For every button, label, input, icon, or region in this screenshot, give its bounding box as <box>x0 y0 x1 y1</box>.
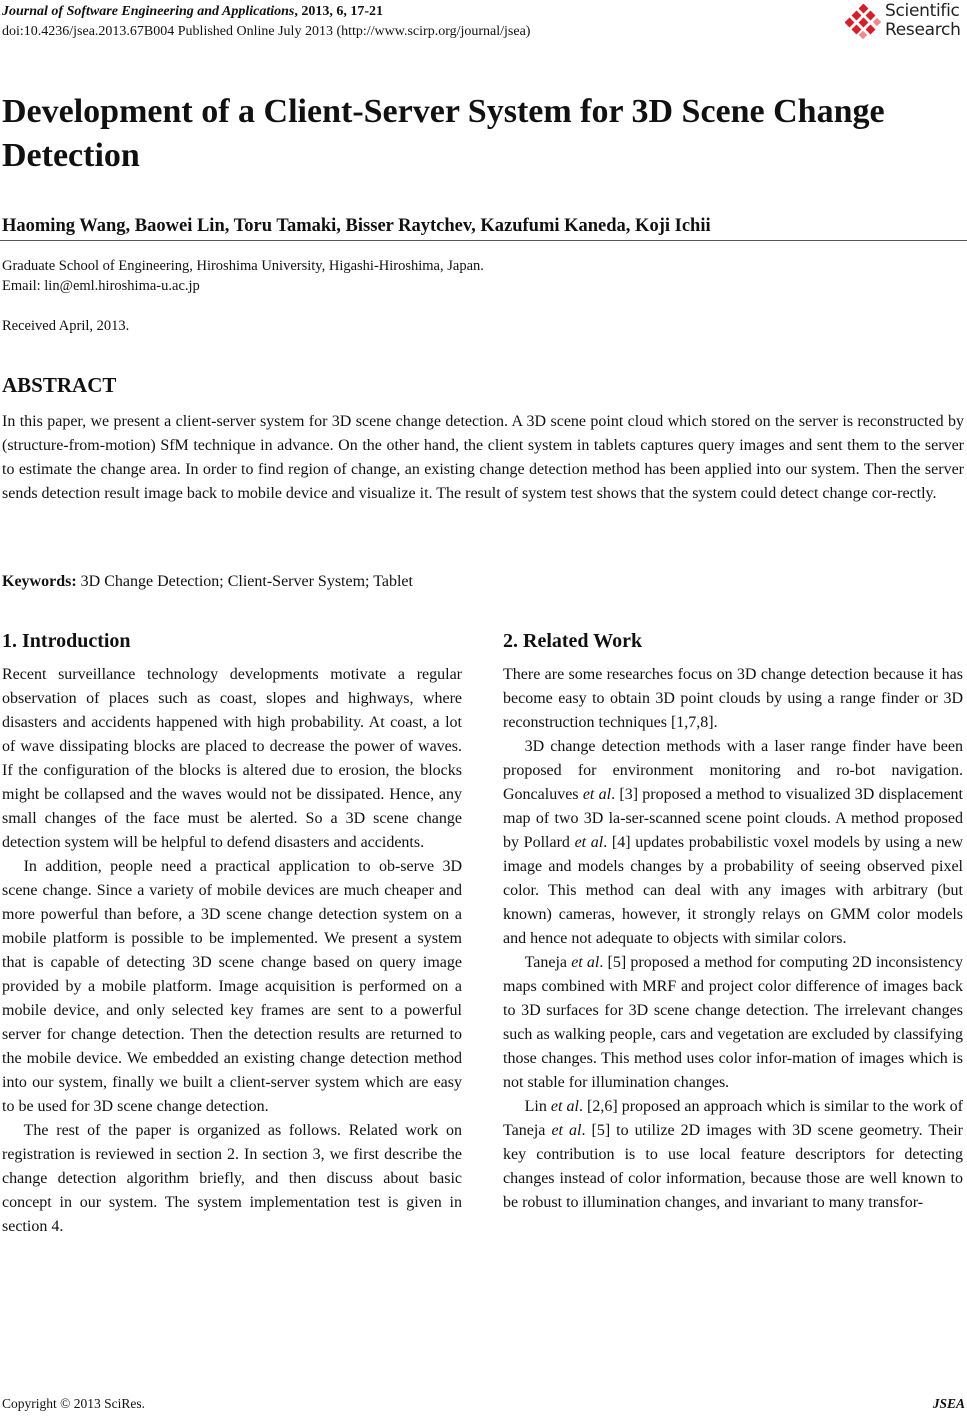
keywords-label: Keywords: <box>2 573 77 590</box>
keywords <box>2 570 413 594</box>
logo-icon <box>845 4 883 40</box>
keywords-text: 3D Change Detection; Client-Server System; Tablet <box>76 573 413 590</box>
intro-paragraph-3: The rest of the paper is organized as follows. Related work on registration is reviewed in section 2. In section 3, we first describe the change detection algorithm briefly, and then discuss about basic concept in our system. The system implementation test is given in section 4. <box>2 1122 462 1235</box>
journal-name: Journal of Software Engineering and Applications <box>2 4 295 19</box>
header-rule <box>0 240 967 241</box>
journal-volume: , 2013, 6, 17-21 <box>294 4 384 19</box>
related-paragraph-3: Taneja et al. [5] proposed a method for computing 2D inconsistency maps combined with MRF and project color difference of images back to 3D surfaces for 3D scene change detection. The irrelevant changes such as walking people, cars and vegetation are excluded by classifying those changes. This method uses color infor-mation of images which is not stable for illumination changes. <box>503 954 963 1091</box>
journal-abbreviation-footer: JSEA <box>932 1396 965 1411</box>
related-paragraph-4: Lin et al. [2,6] proposed an approach which is similar to the work of Taneja et al. [5] to utilize 2D images with 3D scene geometry. Their key contribution is to use local feature descriptors for detecting changes instead of color information, because those are well known to be robust to illumination changes, and invariant to many transfor- <box>503 1098 964 1211</box>
abstract-text: In this paper, we present a client-server system for 3D scene change detection. A 3D scene point cloud which stored on the server is reconstructed by (structure-from-motion) SfM technique in advance. On the other hand, the client system in tablets captures query images and sent them to the server to estimate the change area. In order to find region of change, an existing change detection method has been applied into our system. Then the server sends detection result image back to mobile device and visualize it. The result of system test shows that the system could detect change cor-rectly. <box>2 413 964 502</box>
intro-paragraph-1: Recent surveillance technology developments motivate a regular observation of places such as coast, slopes and highways, where disasters and accidents happened with high probability. At coast, a lot of wave dissipating blocks are placed to decrease the power of waves. If the configuration of the blocks is altered due to erosion, the blocks might be collapsed and the waves would not be dissipated. Hence, any small changes of the face must be alerted. So a 3D scene change detection system will be helpful to defend disasters and accidents. <box>2 666 462 851</box>
email: Email: lin@eml.hiroshima-u.ac.jp <box>2 278 200 294</box>
received-date: Received April, 2013. <box>2 318 130 334</box>
author-list: Haoming Wang, Baowei Lin, Toru Tamaki, Bisser Raytchev, Kazufumi Kaneda, Koji Ichii <box>2 216 711 236</box>
affiliation: Graduate School of Engineering, Hiroshima University, Higashi-Hiroshima, Japan. <box>2 258 484 274</box>
related-paragraph-1: There are some researches focus on 3D change detection because it has become easy to obtain 3D point clouds by using a range finder or 3D reconstruction techniques [1,7,8]. <box>503 666 963 731</box>
section-heading-introduction: 1. Introduction <box>2 630 131 652</box>
doi-line: doi:10.4236/jsea.2013.67B004 Published Online July 2013 (http://www.scirp.org/journal/jsea) <box>2 24 531 39</box>
scientific-research-logo <box>845 2 965 40</box>
section-heading-related-work: 2. Related Work <box>503 630 643 652</box>
logo-text-line1: Scientific <box>885 1 960 21</box>
abstract-heading: ABSTRACT <box>2 373 117 397</box>
left-column <box>2 627 462 1239</box>
right-column <box>503 627 963 1215</box>
logo-text-line2: Research <box>885 20 961 40</box>
intro-paragraph-2: In addition, people need a practical application to ob-serve 3D scene change. Since a variety of mobile devices are much cheaper and more powerful than before, a 3D scene change detection system on a mobile platform is possible to be implemented. We present a system that is capable of detecting 3D scene change based on query image provided by a mobile platform. Image acquisition is performed on a mobile device, and only selected key frames are sent to a powerful server for change detection. Then the detection results are returned to the mobile device. We embedded an existing change detection method into our system, finally we built a client-server system which are easy to be used for 3D scene change detection. <box>2 858 462 1115</box>
related-paragraph-2: 3D change detection methods with a laser range finder have been proposed for environment monitoring and ro-bot navigation. Goncaluves et al. [3] proposed a method to visualized 3D displacement map of two 3D la-ser-scanned scene point clouds. A method proposed by Pollard et al. [4] updates probabilistic voxel models by using a new image and models changes by a probability of seeing observed pixel color. This method can deal with any images with arbitrary (but known) cameras, however, it strongly relays on GMM color models and hence not adequate to objects with similar colors. <box>503 738 964 947</box>
journal-header <box>2 2 530 42</box>
paper-title: Development of a Client-Server System for 3D Scene Change Detection <box>2 93 885 174</box>
copyright-footer: Copyright © 2013 SciRes. <box>2 1396 146 1411</box>
